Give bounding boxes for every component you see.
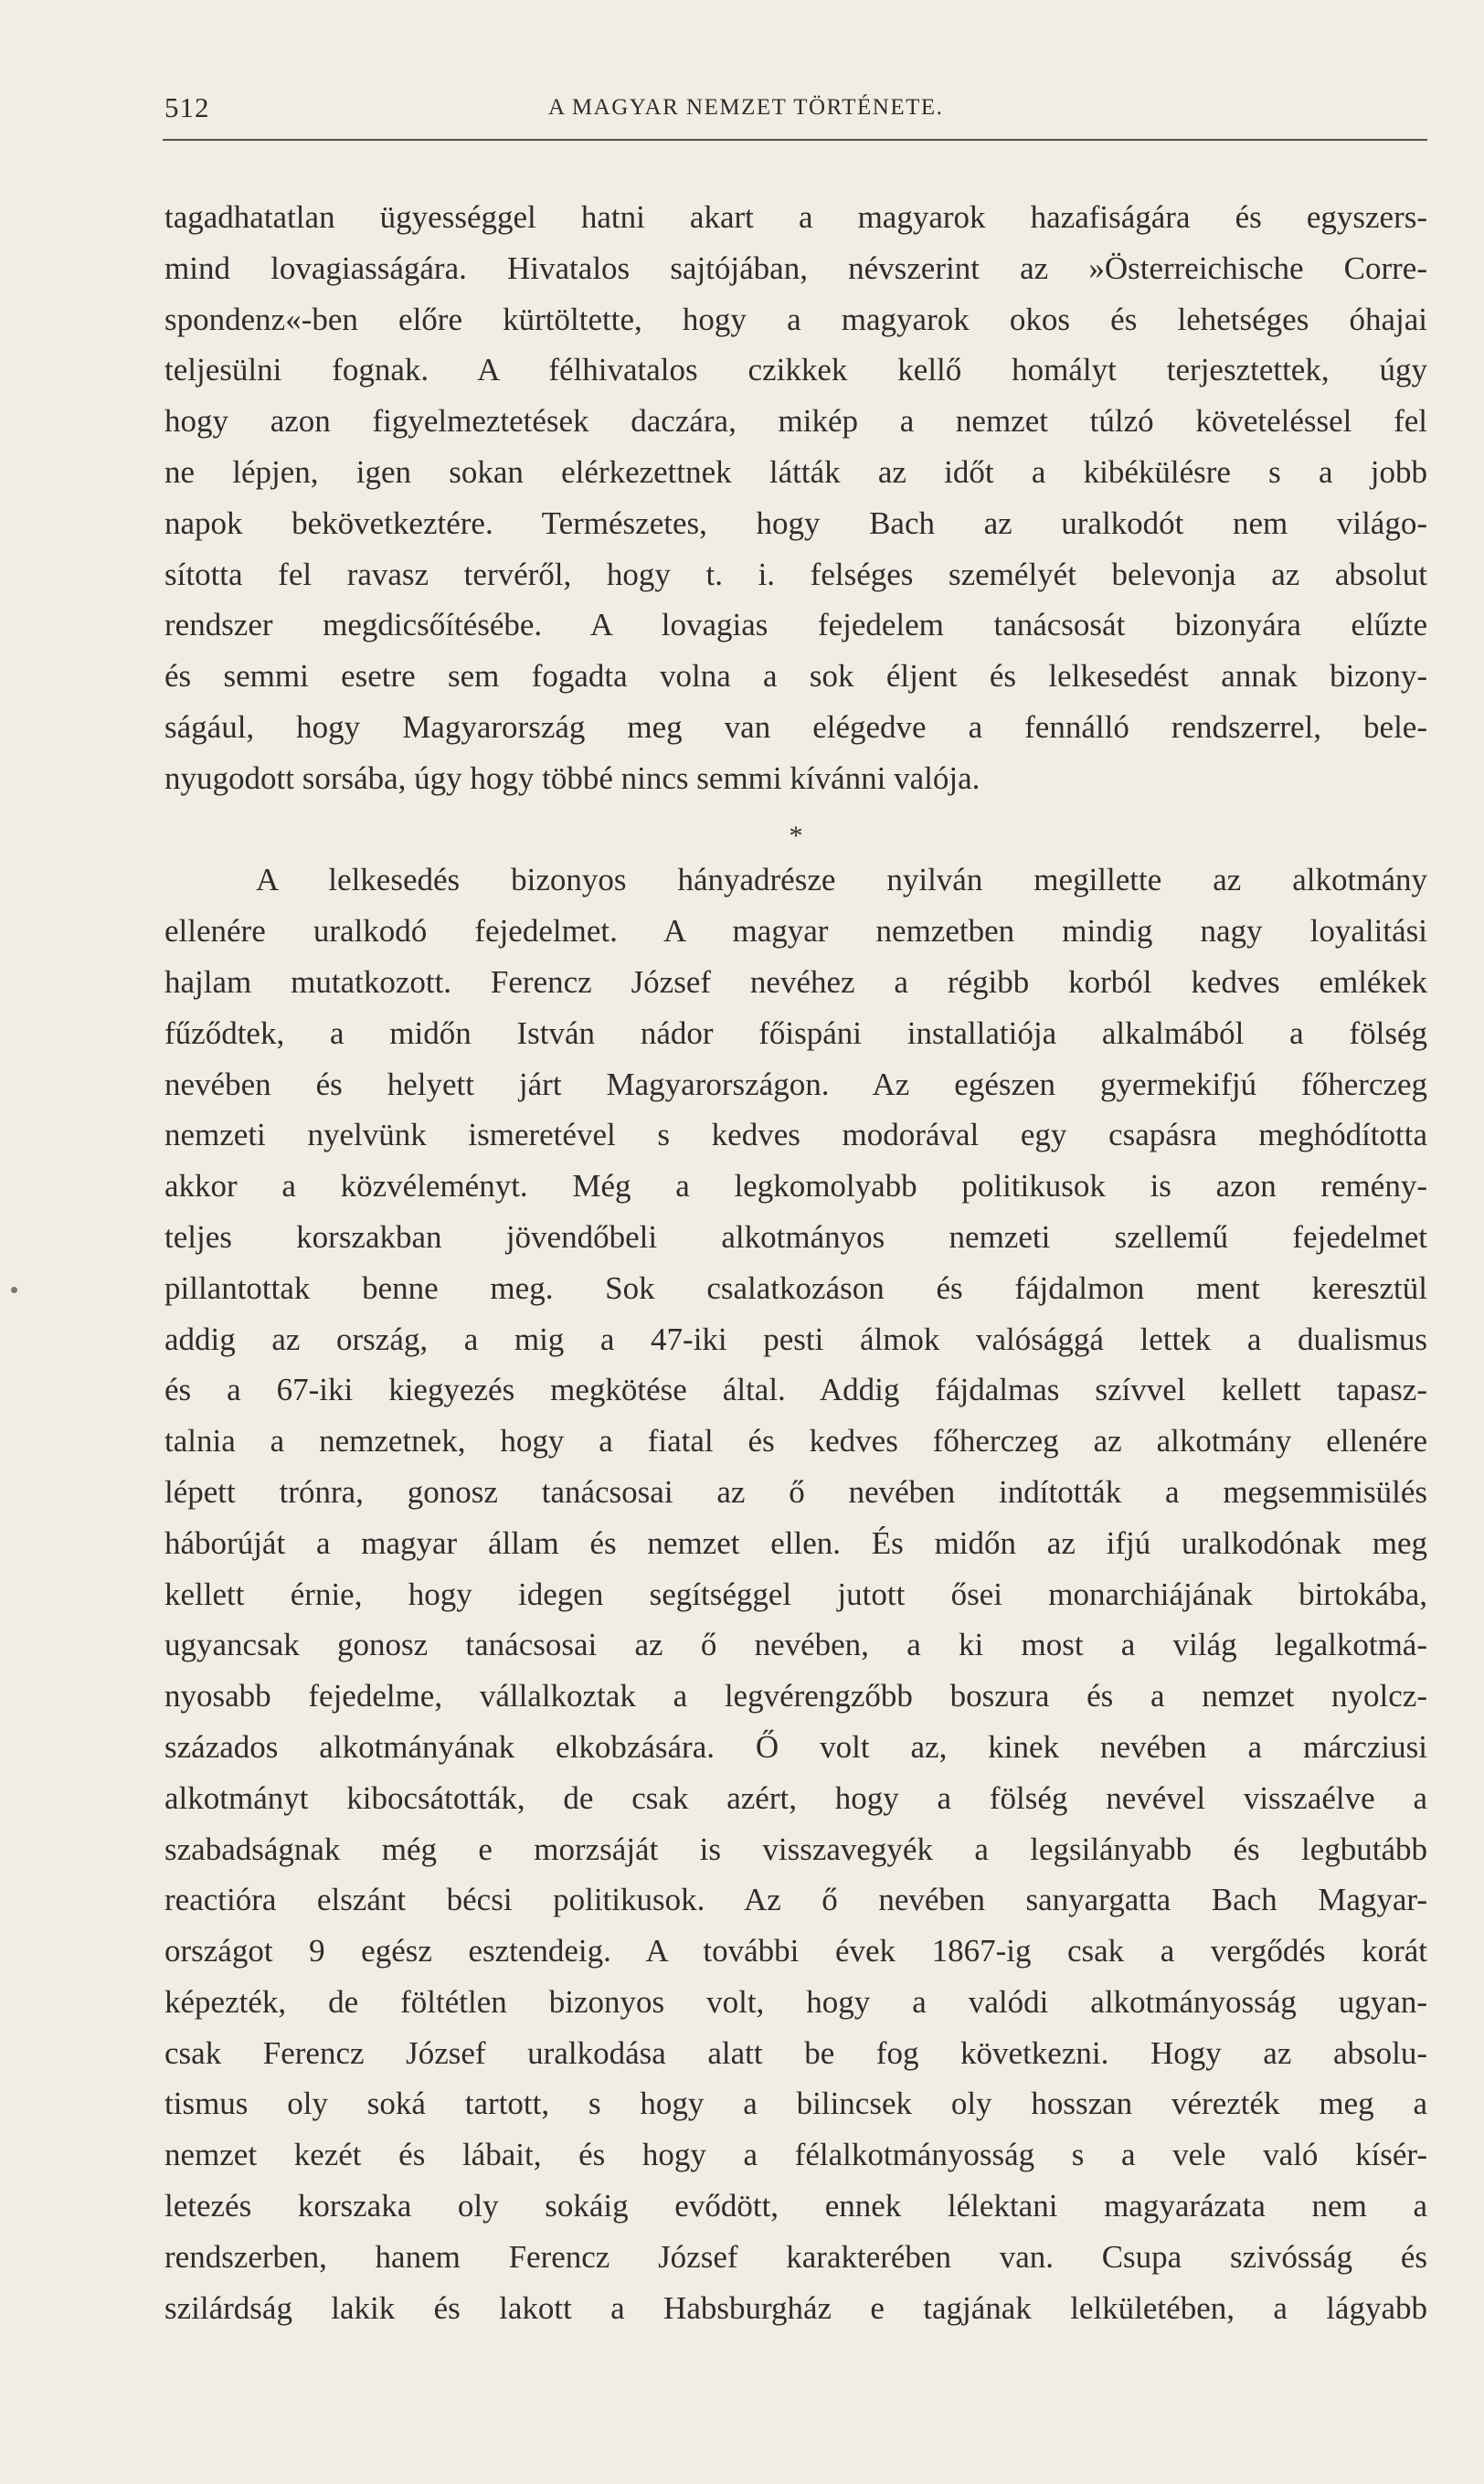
- text-line: alkotmányt kibocsátották, de csak azért, hogy a fölség nevével visszaélve a: [164, 1779, 1427, 1816]
- text-line: hogy azon figyelmeztetések daczára, mikép a nemzet túlzó követeléssel fel: [164, 403, 1427, 440]
- page-number: 512: [164, 91, 210, 123]
- paragraph-1: [164, 192, 1427, 804]
- text-line: csak Ferencz József uralkodása alatt be fog következni. Hogy az absolu-: [164, 2034, 1427, 2071]
- text-line: szabadságnak még e morzsáját is visszavegyék a legsilányabb és legbutább: [164, 1831, 1427, 1867]
- text-line: akkor a közvéleményt. Még a legkomolyabb politikusok is azon remény-: [164, 1168, 1427, 1205]
- text-line: nemzeti nyelvünk ismeretével s kedves modorával egy csapásra meghódította: [164, 1117, 1427, 1153]
- header-rule: [163, 139, 1427, 141]
- text-line: képezték, de föltétlen bizonyos volt, hogy a valódi alkotmányosság ugyan-: [164, 1983, 1427, 2020]
- text-line: ugyancsak gonosz tanácsosai az ő nevében, a ki most a világ legalkotmá-: [164, 1627, 1427, 1663]
- text-line: kellett érnie, hogy idegen segítséggel jutott ősei monarchiájának birtokába,: [164, 1576, 1427, 1612]
- text-line: teljesülni fognak. A félhivatalos czikkek kellő homályt terjesztettek, úgy: [164, 352, 1427, 388]
- text-line: és semmi esetre sem fogadta volna a sok éljent és lelkesedést annak bizony-: [164, 658, 1427, 695]
- text-line: letezés korszaka oly sokáig evődött, ennek lélektani magyarázata nem a: [164, 2188, 1427, 2224]
- text-line: ságául, hogy Magyarország meg van elégedve a fennálló rendszerrel, bele-: [164, 708, 1427, 745]
- text-line: ne lépjen, igen sokan elérkezettnek látták az időt a kibékülésre s a jobb: [164, 453, 1427, 490]
- text-line: szilárdság lakik és lakott a Habsburgház e tagjának lelkületében, a lágyabb: [164, 2289, 1427, 2326]
- text-line: fűződtek, a midőn István nádor főispáni installatiója alkalmából a fölség: [164, 1014, 1427, 1051]
- paper-speck: [11, 1287, 17, 1293]
- text-line: rendszerben, hanem Ferencz József karakterében van. Csupa szivósság és: [164, 2238, 1427, 2275]
- text-line: ellenére uralkodó fejedelmet. A magyar nemzetben mindig nagy loyalitási: [164, 913, 1427, 950]
- text-line: pillantottak benne meg. Sok csalatkozáson és fájdalmon ment keresztül: [164, 1269, 1427, 1306]
- page-header: [164, 91, 1426, 128]
- text-line: nevében és helyett járt Magyarországon. Az egészen gyermekifjú főherczeg: [164, 1066, 1427, 1102]
- text-line: nemzet kezét és lábait, és hogy a félalkotmányosság s a vele való kísér-: [164, 2137, 1427, 2173]
- section-separator: *: [789, 820, 803, 851]
- running-title: A MAGYAR NEMZET TÖRTÉNETE.: [548, 95, 944, 120]
- text-line: nyosabb fejedelme, vállalkoztak a legvérengzőbb boszura és a nemzet nyolcz-: [164, 1678, 1427, 1714]
- text-line: hajlam mutatkozott. Ferencz József nevéhez a régibb korból kedves emlékek: [164, 963, 1427, 1000]
- text-line: teljes korszakban jövendőbeli alkotmányos nemzeti szellemű fejedelmet: [164, 1218, 1427, 1255]
- text-line: addig az ország, a mig a 47-iki pesti álmok valósággá lettek a dualismus: [164, 1321, 1427, 1357]
- text-line: háborúját a magyar állam és nemzet ellen. És midőn az ifjú uralkodónak meg: [164, 1524, 1427, 1561]
- text-line: országot 9 egész esztendeig. A további évek 1867-ig csak a vergődés korát: [164, 1933, 1427, 1969]
- text-line: tismus oly soká tartott, s hogy a bilincsek oly hosszan vérezték meg a: [164, 2086, 1427, 2122]
- text-line: lépett trónra, gonosz tanácsosai az ő nevében indították a megsemmisülés: [164, 1473, 1427, 1510]
- body-text: [164, 192, 1427, 2333]
- text-line: reactióra elszánt bécsi politikusok. Az ő nevében sanyargatta Bach Magyar-: [164, 1882, 1427, 1918]
- paragraph-2: [164, 855, 1427, 2333]
- text-line: sította fel ravasz tervéről, hogy t. i. felséges személyét belevonja az absolut: [164, 556, 1427, 592]
- text-line: napok bekövetkeztére. Természetes, hogy Bach az uralkodót nem világo-: [164, 504, 1427, 541]
- text-line: és a 67-iki kiegyezés megkötése által. Addig fájdalmas szívvel kellett tapasz-: [164, 1372, 1427, 1408]
- text-line: rendszer megdicsőítésébe. A lovagias fejedelem tanácsosát bizonyára elűzte: [164, 607, 1427, 643]
- text-line: nyugodott sorsába, úgy hogy többé nincs semmi kívánni valója.: [164, 759, 980, 796]
- text-line: A lelkesedés bizonyos hányadrésze nyilván megillette az alkotmány: [256, 862, 1427, 898]
- text-line: spondenz«-ben előre kürtöltette, hogy a magyarok okos és lehetséges óhajai: [164, 301, 1427, 337]
- text-line: tagadhatatlan ügyességgel hatni akart a magyarok hazafiságára és egyszers-: [164, 199, 1427, 235]
- text-line: mind lovagiasságára. Hivatalos sajtójában, névszerint az »Österreichische Corre-: [164, 249, 1427, 286]
- text-line: talnia a nemzetnek, hogy a fiatal és kedves főherczeg az alkotmány ellenére: [164, 1423, 1427, 1460]
- text-line: százados alkotmányának elkobzására. Ő volt az, kinek nevében a márcziusi: [164, 1728, 1427, 1765]
